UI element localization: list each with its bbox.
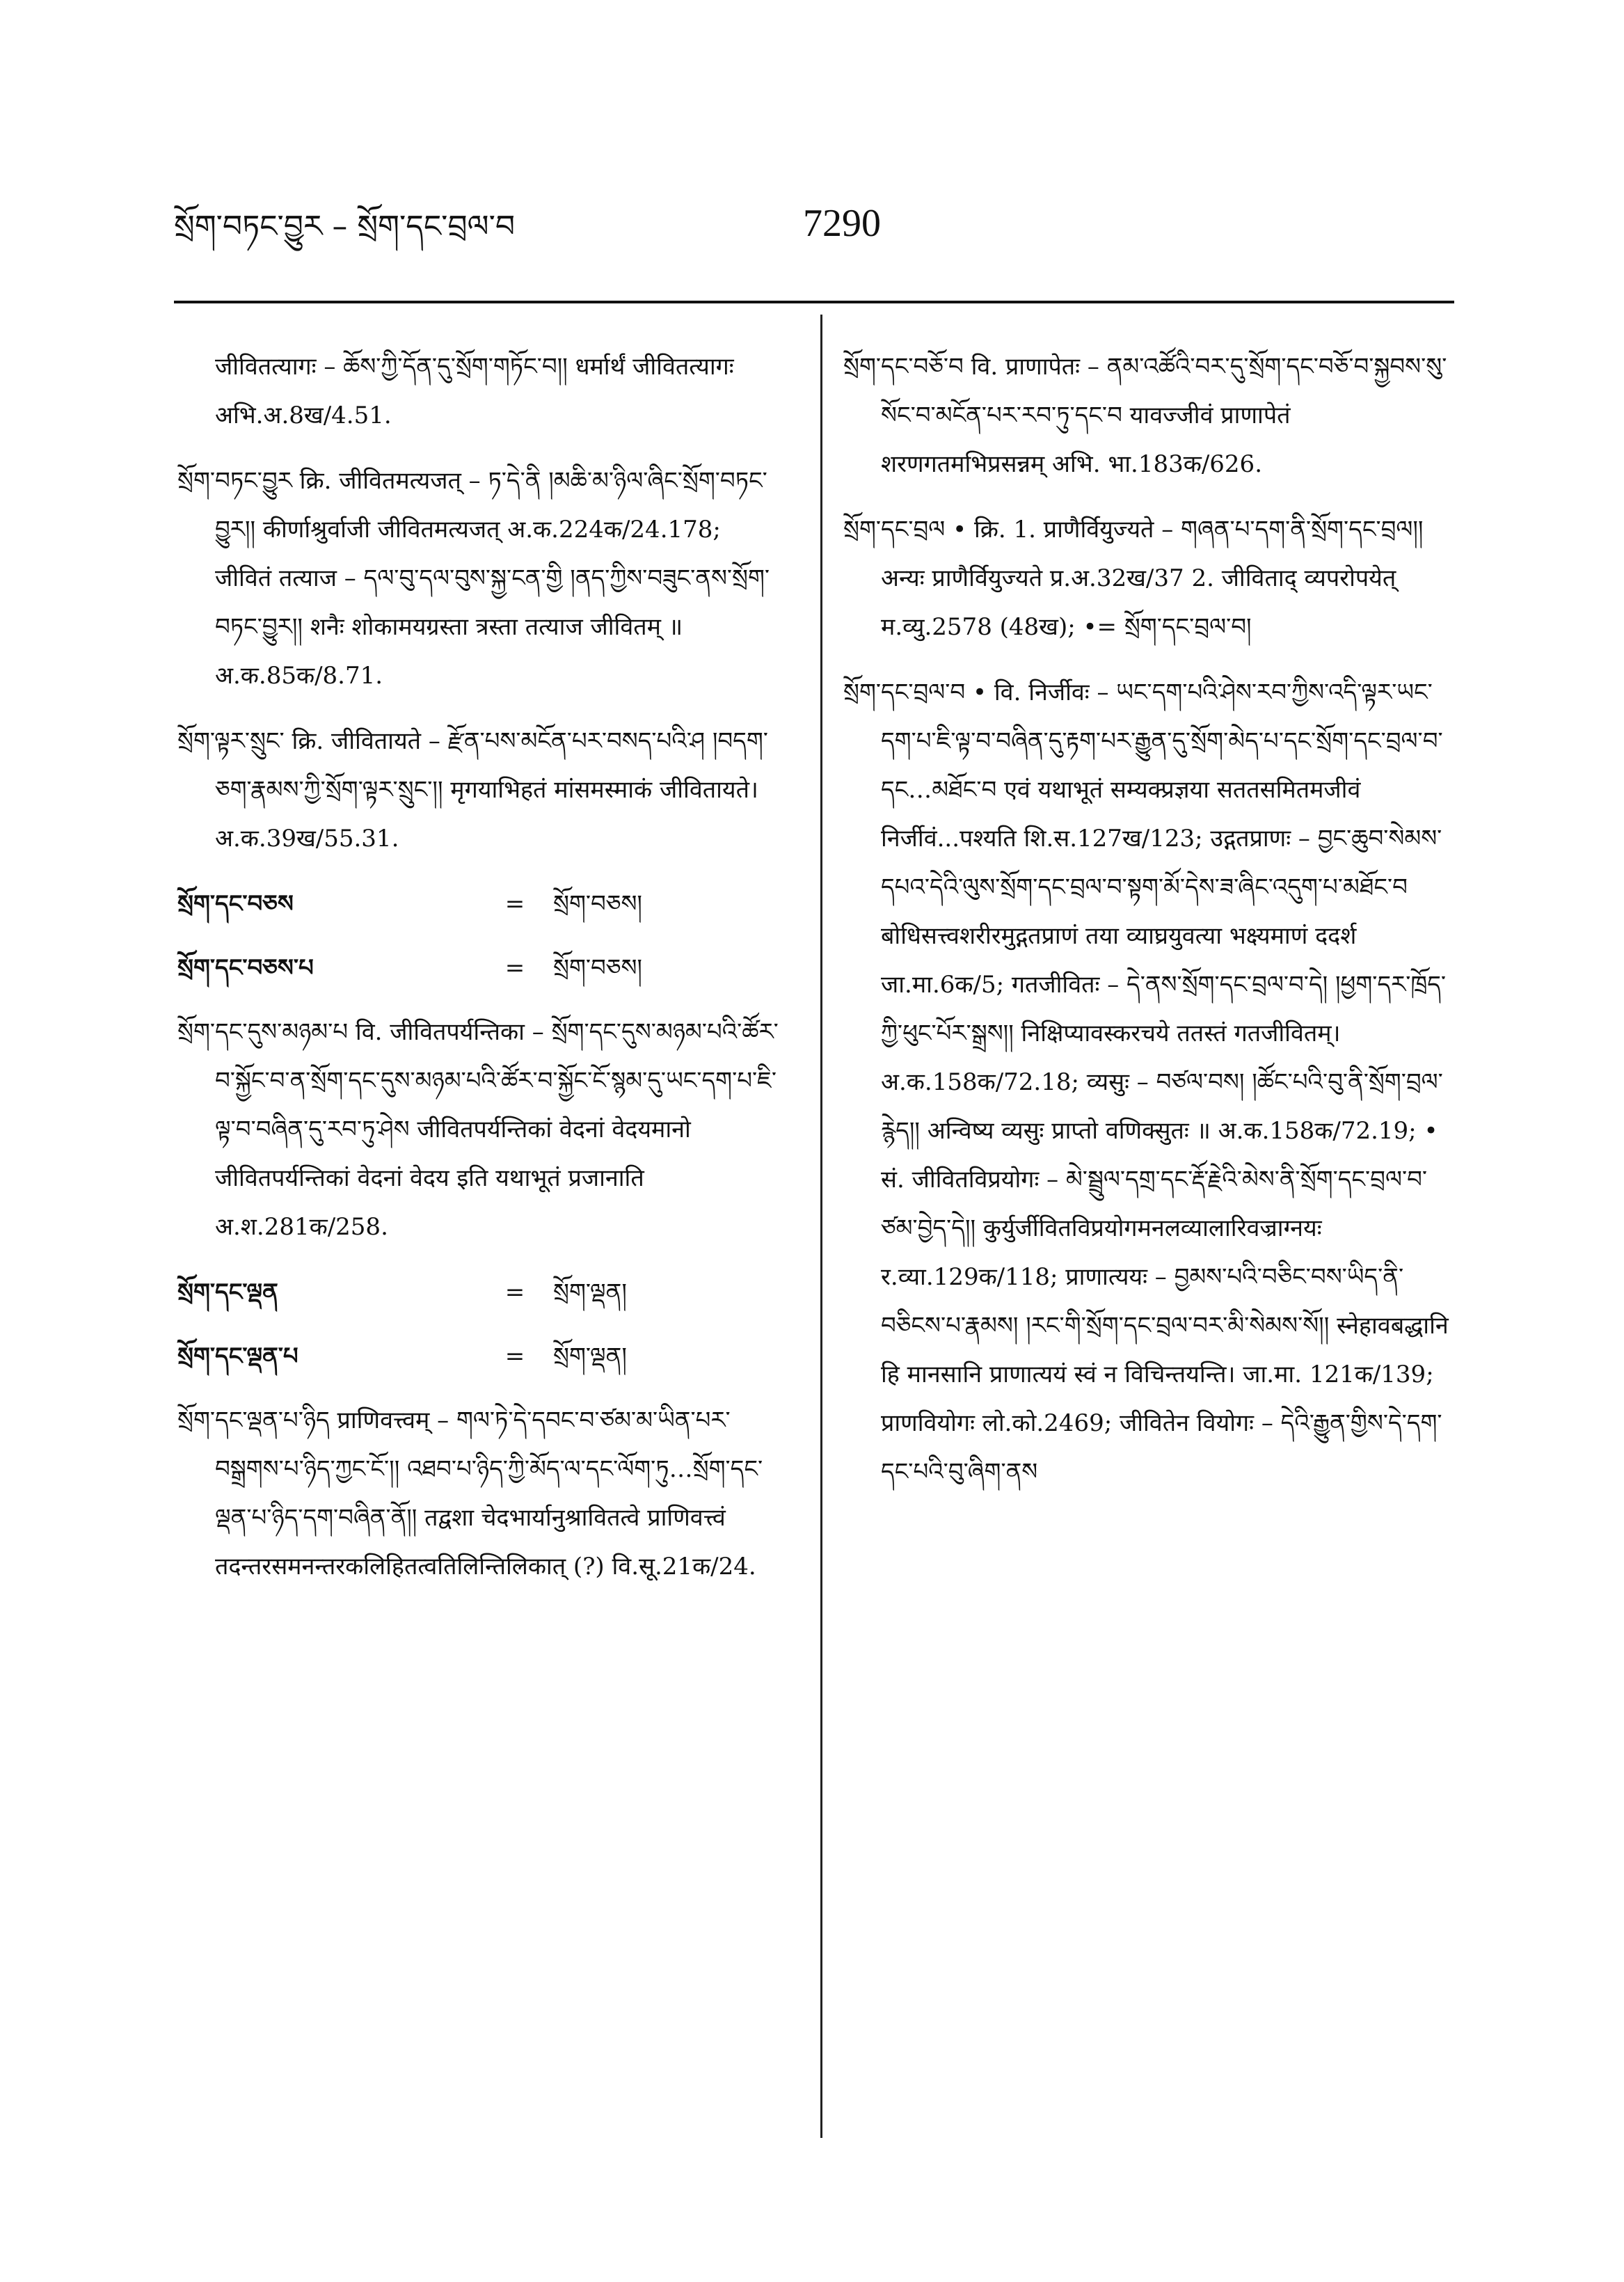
column-divider bbox=[820, 315, 822, 2138]
dictionary-entry: जीवितत्यागः – ཆོས་ཀྱི་དོན་དུ་སྲོག་གཏོང་བ།། धर्मार्थं जीवितत्यागः अभि.अ.8ख/4.51. bbox=[215, 353, 734, 429]
dictionary-entry: སྲོག་བཏང་བྱུར क्रि. जीवितमत्यजत् – ཏ་དེ་ནི །མཆི་མ་ཉིལ་ཞིང་སྲོག་བཏང་བྱུར།། कीर्णाश्रुर्वाजी जीवितमत्यजत् अ.क.224क/24.178; जीवितं तत्याज – དལ་བུ་དལ་བུས་སྐྱ་ངན་གྱི །ནད་ཀྱིས་བཟུང་ནས་སྲོག་བཏང་བྱུར།། शनैः शोकामयग्रस्ता त्रस्ता तत्याज जीवितम् ॥ अ.क.85क/8.71. bbox=[177, 467, 770, 690]
running-head: སྲོག་བཏང་བྱུར – སྲོག་དང་བྲལ་བ bbox=[174, 209, 516, 244]
xref-headword: སྲོག་དང་བཅས་པ bbox=[177, 954, 314, 982]
xref-target: སྲོག་ལྡན། bbox=[553, 1342, 627, 1370]
xref-target: སྲོག་བཅས། bbox=[553, 890, 642, 918]
xref-headword: སྲོག་དང་ལྡན་པ bbox=[177, 1342, 298, 1370]
xref-headword: སྲོག་དང་ལྡན bbox=[177, 1278, 278, 1306]
page-number: 7290 bbox=[803, 202, 881, 245]
cross-reference bbox=[177, 880, 783, 928]
cross-reference bbox=[177, 1268, 783, 1317]
equals-sign: = bbox=[504, 1342, 525, 1370]
cross-reference bbox=[177, 944, 783, 992]
dictionary-entry: སྲོག་དང་ལྡན་པ་ཉིད प्राणिवत्त्वम् – གལ་ཏེ་དེ་དབང་བ་ཙམ་མ་ཡིན་པར་བསྒྲགས་པ་ཉིད་ཀྱང་ངོ་།། འཐབ་པ་ཉིད་ཀྱི་མོད་ལ་དང་ལོག་ཏུ…སྲོག་དང་ལྡན་པ་ཉིད་དག་བཞིན་ནོ།། तद्वशा चेदभार्यानुश्रावितत्वे प्राणिवत्त्वं तदन्तरसमनन्तरकलिहितत्वतिलिन्तिलिकात् (?) वि.सू.21क/24. bbox=[177, 1407, 763, 1580]
equals-sign: = bbox=[504, 890, 525, 918]
equals-sign: = bbox=[504, 954, 525, 982]
header-rule bbox=[174, 301, 1454, 303]
dictionary-entry: སྲོག་ལྟར་སྲུང་ क्रि. जीवितायते – རྫོན་པས་མངོན་པར་བསད་པའི་ཤ །བདག་ཅག་རྣམས་ཀྱི་སྲོག་ལྟར་སྲུང་།། मृगयाभिहतं मांसमस्माकं जीवितायते। अ.क.39ख/55.31. bbox=[177, 727, 768, 853]
cross-reference bbox=[177, 1332, 783, 1381]
xref-target: སྲོག་བཅས། bbox=[553, 954, 642, 982]
dictionary-entry: སྲོག་དང་བཅོ་བ वि. प्राणापेतः – ནམ་འཚོའི་བར་དུ་སྲོག་དང་བཅོ་བ་སྐྱབས་སུ་སོང་བ་མངོན་པར་རབ་ཏུ་དང་བ यावज्जीवं प्राणापेतं शरणगतमभिप्रसन्नम् अभि. भा.183क/626. bbox=[843, 353, 1447, 478]
dictionary-entry: སྲོག་དང་དུས་མཉམ་པ वि. जीवितपर्यन्तिका – སྲོག་དང་དུས་མཉམ་པའི་ཚོར་བ་སྐྱོང་བ་ན་སྲོག་དང་དུས་མཉམ་པའི་ཚོར་བ་སྐྱོང་ངོ་སྙམ་དུ་ཡང་དག་པ་ཇི་ལྟ་བ་བཞིན་དུ་རབ་ཏུ་ཤེས जीवितपर्यन्तिकां वेदनां वेदयमानो जीवितपर्यन्तिकां वेदनां वेदय इति यथाभूतं प्रजानाति अ.श.281क/258. bbox=[177, 1018, 779, 1241]
dictionary-entry: སྲོག་དང་བྲལ • क्रि. 1. प्राणैर्वियुज्यते – གཞན་པ་དག་ནི་སྲོག་དང་བྲལ།། अन्यः प्राणैर्वियुज्यते प्र.अ.32ख/37 2. जीविताद् व्यपरोपयेत् म.व्यु.2578 (48ख); •= སྲོག་དང་བྲལ་བ། bbox=[843, 516, 1424, 641]
dictionary-entry: སྲོག་དང་བྲལ་བ • वि. निर्जीवः – ཡང་དག་པའི་ཤེས་རབ་ཀྱིས་འདི་ལྟར་ཡང་དག་པ་ཇི་ལྟ་བ་བཞིན་དུ་རྟག་པར་རྒྱུན་དུ་སྲོག་མེད་པ་དང་སྲོག་དང་བྲལ་བ་དང…མཐོང་བ एवं यथाभूतं सम्यक्प्रज्ञया सततसमितमजीवं निर्जीवं...पश्यति शि.स.127ख/123; उद्गतप्राणः – བྱང་ཆུབ་སེམས་དཔའ་དེའི་ལུས་སྲོག་དང་བྲལ་བ་སྟག་མོ་དེས་ཟ་ཞིང་འདུག་པ་མཐོང་བ बोधिसत्त्वशरीरमुद्गतप्राणं तया व्याघ्रयुवत्या भक्ष्यमाणं ददर्श जा.मा.6क/5; गतजीवितः – དེ་ནས་སྲོག་དང་བྲལ་བ་དེ། །ཕྱག་དར་ཁྲོད་ཀྱི་ཕུང་པོར་སྒྲས།། निक्षिप्यावस्करचये ततस्तं गतजीवितम्। अ.क.158क/72.18; व्यसुः – བཙལ་བས། །ཚོང་པའི་བུ་ནི་སྲོག་བྲལ་རྙེད།། अन्विष्य व्यसुः प्राप्तो वणिक्सुतः ॥ अ.क.158क/72.19; • सं. जीवितविप्रयोगः – མེ་སྦྲུལ་དགྲ་དང་རྡོ་རྗེའི་མེས་ནི་སྲོག་དང་བྲལ་བ་ཙམ་བྱེད་དེ།། कुर्युर्जीवितविप्रयोगमनलव्यालारिवज्राग्नयः र.व्या.129क/118; प्राणात्ययः – བྱམས་པའི་བཅིང་བས་ཡིད་ནི་བཅིངས་པ་རྣམས། །རང་གི་སྲོག་དང་བྲལ་བར་མི་སེམས་སོ།། स्नेहावबद्धानि हि मानसानि प्राणात्ययं स्वं न विचिन्तयन्ति। जा.मा. 121क/139; प्राणवियोगः लो.को.2469; जीवितेन वियोगः – དེའི་རྒྱུན་གྱིས་དེ་དག་དང་པའི་བུ་ཞིག་ནས bbox=[843, 679, 1449, 1486]
right-column bbox=[843, 342, 1449, 1513]
equals-sign: = bbox=[504, 1278, 525, 1306]
xref-target: སྲོག་ལྡན། bbox=[553, 1278, 627, 1306]
left-column bbox=[177, 342, 783, 1608]
xref-headword: སྲོག་དང་བཅས bbox=[177, 890, 294, 918]
